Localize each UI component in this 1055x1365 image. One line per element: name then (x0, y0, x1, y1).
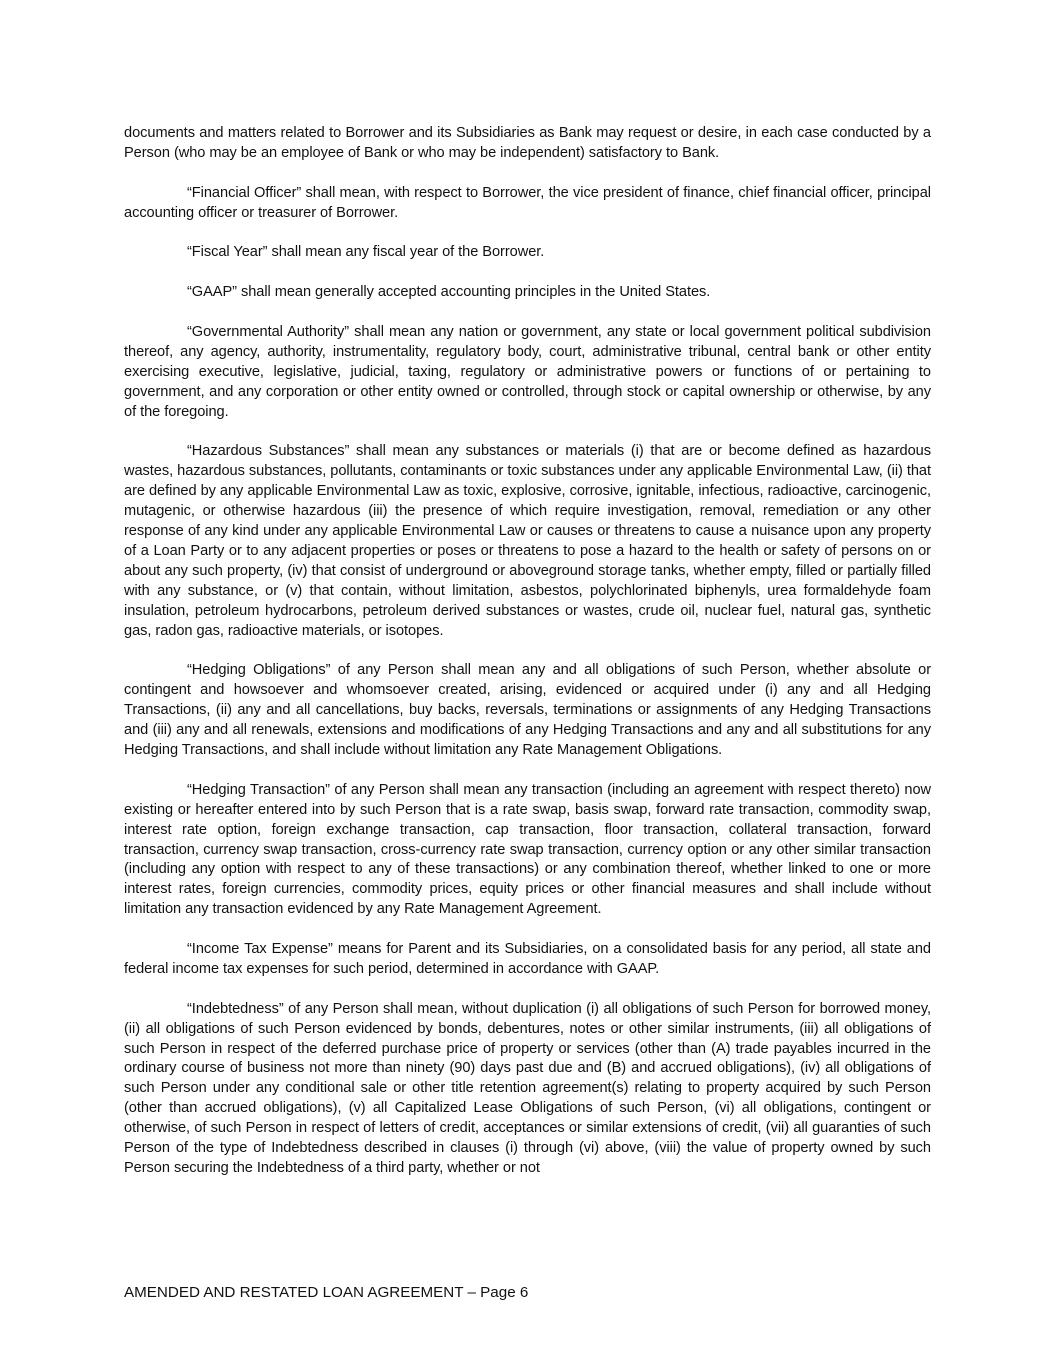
definition-financial-officer: “Financial Officer” shall mean, with respect to Borrower, the vice president of finance, chief financial officer, principal accounting officer or treasurer of Borrower. (124, 184, 931, 221)
definition-governmental-authority: “Governmental Authority” shall mean any nation or government, any state or local government political subdivision thereof, any agency, authority, instrumentality, regulatory body, court, administrative tribunal, central bank or other entity exercising executive, legislative, judicial, taxing, regulatory or administrative powers or functions of or pertaining to government, and any corporation or other entity owned or controlled, through stock or capital ownership or otherwise, by any of the foregoing. (124, 324, 931, 420)
footer-separator: – (467, 1284, 476, 1301)
paragraph-continuation: documents and matters related to Borrower and its Subsidiaries as Bank may request or desire, in each case conducted by a Person (who may be an employee of Bank or who may be independent) satisfactory to Bank. (124, 125, 931, 161)
footer-document-title: AMENDED AND RESTATED LOAN AGREEMENT (124, 1284, 464, 1301)
definition-gaap: “GAAP” shall mean generally accepted accounting principles in the United States. (187, 284, 711, 301)
definition-indebtedness: “Indebtedness” of any Person shall mean, without duplication (i) all obligations of such Person for borrowed money, (ii) all obligations of such Person evidenced by bonds, debentures, notes or other similar instruments, (iii) all obligations of such Person in respect of the deferred purchase price of property or services (other than (A) trade payables incurred in the ordinary course of business not more than ninety (90) days past due and (B) and accrued obligations), (iv) all obligations of such Person under any conditional sale or other title retention agreement(s) relating to property acquired by such Person (other than accrued obligations), (v) all Capitalized Lease Obligations of such Person, (vi) all obligations, contingent or otherwise, of such Person in respect of letters of credit, acceptances or similar extensions of credit, (vii) all guaranties of such Person of the type of Indebtedness described in clauses (i) through (vi) above, (viii) the value of property owned by such Person securing the Indebtedness of a third party, whether or not (124, 1000, 931, 1176)
definition-hedging-transaction: “Hedging Transaction” of any Person shall mean any transaction (including an agreement with respect thereto) now existing or hereafter entered into by such Person that is a rate swap, basis swap, forward rate transaction, commodity swap, interest rate option, foreign exchange transaction, cap transaction, floor transaction, collateral transaction, forward transaction, currency swap transaction, cross-currency rate swap transaction, currency option or any other similar transaction (including any option with respect to any of these transactions) or any combination thereof, whether linked to one or more interest rates, foreign currencies, commodity prices, equity prices or other financial measures and shall include without limitation any transaction evidenced by any Rate Management Agreement. (124, 781, 931, 918)
page-footer (124, 1283, 528, 1303)
definition-hazardous-substances: “Hazardous Substances” shall mean any substances or materials (i) that are or become defined as hazardous wastes, hazardous substances, pollutants, contaminants or toxic substances under any applicable Environmental Law, (ii) that are defined by any applicable Environmental Law as toxic, explosive, corrosive, ignitable, infectious, radioactive, carcinogenic, mutagenic, or otherwise hazardous (iii) the presence of which require investigation, removal, remediation or any other response of any kind under any applicable Environmental Law or causes or threatens to cause a nuisance upon any property of a Loan Party or to any adjacent properties or poses or threatens to pose a hazard to the health or safety of persons on or about any such property, (iv) that consist of underground or aboveground storage tanks, whether empty, filled or partially filled with any substance, or (v) that contain, without limitation, asbestos, polychlorinated biphenyls, urea formaldehyde foam insulation, petroleum hydrocarbons, petroleum derived substances or wastes, crude oil, nuclear fuel, natural gas, synthetic gas, radon gas, radioactive materials, or isotopes. (124, 443, 931, 639)
definition-income-tax-expense: “Income Tax Expense” means for Parent and its Subsidiaries, on a consolidated basis for any period, all state and federal income tax expenses for such period, determined in accordance with GAAP. (124, 941, 931, 977)
definition-fiscal-year: “Fiscal Year” shall mean any fiscal year of the Borrower. (187, 244, 545, 261)
document-body (124, 124, 931, 1199)
footer-page-number: Page 6 (480, 1284, 529, 1301)
definition-hedging-obligations: “Hedging Obligations” of any Person shall mean any and all obligations of such Person, whether absolute or contingent and howsoever and whomsoever created, arising, evidenced or acquired under (i) any and all Hedging Transactions, (ii) any and all cancellations, buy backs, reversals, terminations or assignments of any Hedging Transactions and (iii) any and all renewals, extensions and modifications of any Hedging Transactions and any and all substitutions for any Hedging Transactions, and shall include without limitation any Rate Management Obligations. (124, 662, 931, 758)
